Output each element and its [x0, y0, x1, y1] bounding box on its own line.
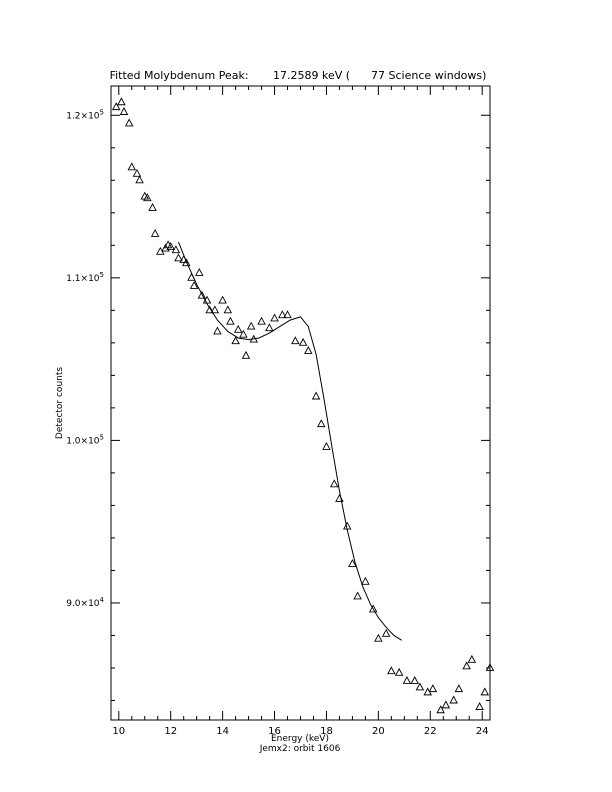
data-points [113, 98, 494, 712]
data-point-triangle [396, 669, 403, 676]
data-point-triangle [318, 420, 325, 427]
footer-label: Jemx2: orbit 1606 [259, 744, 341, 754]
data-point-triangle [258, 318, 265, 325]
y-tick-label: $1.0\times 10^5$ [66, 433, 104, 447]
data-point-triangle [120, 108, 127, 115]
data-point-triangle [313, 392, 320, 399]
data-point-triangle [133, 170, 140, 177]
data-point-triangle [354, 592, 361, 599]
data-point-triangle [388, 667, 395, 674]
data-point-triangle [300, 339, 307, 346]
x-tick-label: 22 [423, 726, 437, 737]
x-tick-label: 16 [268, 726, 281, 737]
data-point-triangle [136, 176, 143, 183]
x-tick-label: 18 [320, 726, 333, 737]
data-point-triangle [152, 230, 159, 237]
data-point-triangle [242, 352, 249, 359]
data-point-triangle [468, 656, 475, 663]
data-point-triangle [362, 578, 369, 585]
data-point-triangle [323, 443, 330, 450]
data-point-triangle [375, 635, 382, 642]
data-point-triangle [476, 703, 483, 710]
plot-frame [111, 86, 490, 720]
data-point-triangle [336, 495, 343, 502]
data-point-triangle [126, 119, 133, 126]
data-point-triangle [463, 662, 470, 669]
data-point-triangle [175, 254, 182, 261]
y-tick-label: $9.0\times 10^4$ [66, 595, 104, 609]
x-tick-label: 20 [372, 726, 385, 737]
data-point-triangle [224, 306, 231, 313]
data-point-triangle [227, 318, 234, 325]
data-point-triangle [429, 685, 436, 692]
x-tick-label: 14 [216, 726, 229, 737]
data-point-triangle [442, 701, 449, 708]
data-point-triangle [219, 297, 226, 304]
x-axis-label: Energy (keV) [271, 734, 329, 744]
y-tick-labels [66, 108, 104, 609]
data-point-triangle [481, 688, 488, 695]
data-point-triangle [450, 696, 457, 703]
fit-curve [178, 242, 401, 640]
data-point-triangle [149, 204, 156, 211]
data-point-triangle [128, 163, 135, 170]
data-point-triangle [383, 630, 390, 637]
data-point-triangle [248, 323, 255, 330]
data-point-triangle [235, 326, 242, 333]
data-point-triangle [305, 347, 312, 354]
data-point-triangle [214, 327, 221, 334]
x-tick-label: 12 [164, 726, 178, 737]
x-tick-label: 10 [112, 726, 126, 737]
data-point-triangle [266, 324, 273, 331]
data-point-triangle [196, 269, 203, 276]
data-point-triangle [331, 480, 338, 487]
data-point-triangle [271, 314, 278, 321]
y-tick-label: $1.2\times 10^5$ [66, 108, 104, 122]
data-point-triangle [403, 677, 410, 684]
data-point-triangle [292, 337, 299, 344]
y-tick-label: $1.1\times 10^5$ [66, 270, 104, 284]
y-axis-label: Detector counts [55, 366, 65, 440]
data-point-triangle [455, 685, 462, 692]
axis-ticks [111, 86, 490, 720]
data-point-triangle [416, 683, 423, 690]
data-point-triangle [411, 677, 418, 684]
chart-title: Fitted Molybdenum Peak: 17.2589 keV ( 77 Science windows) [109, 69, 487, 82]
x-tick-label: 24 [475, 726, 489, 737]
data-point-triangle [118, 98, 125, 105]
